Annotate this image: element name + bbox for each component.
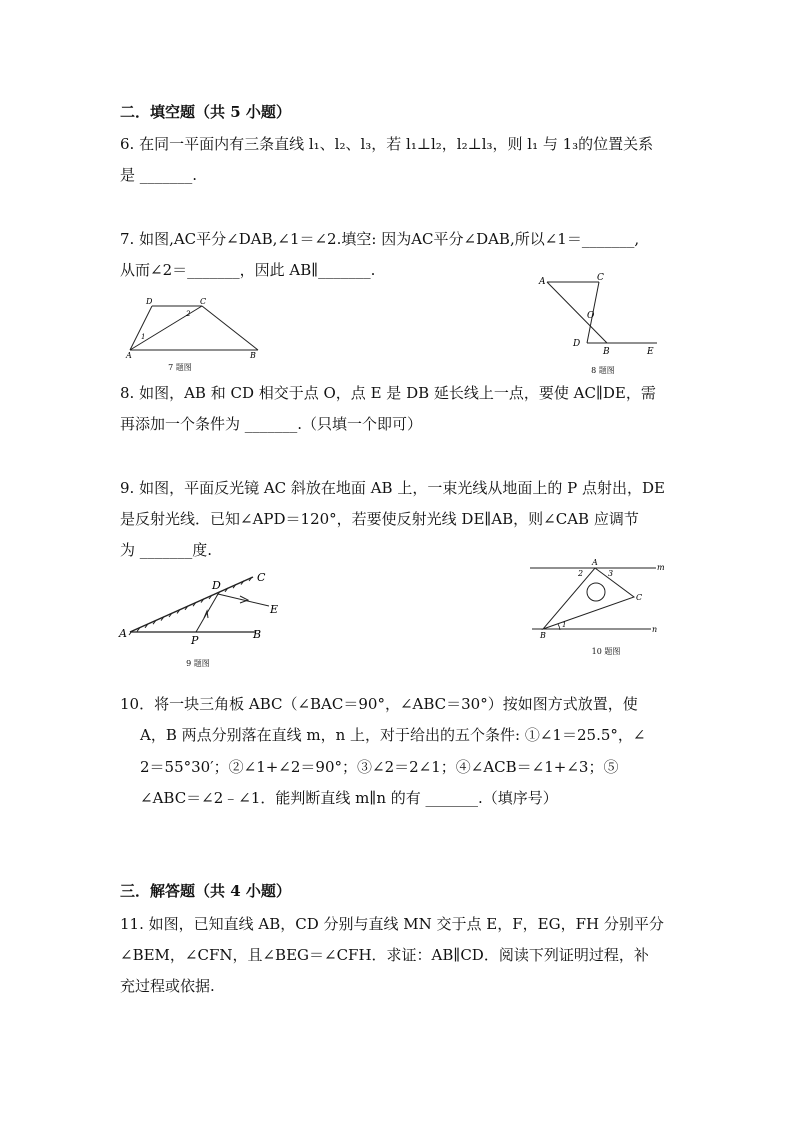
section-title-solutions: 三．解答题（共 4 小题） bbox=[120, 882, 291, 900]
question-10-line-4: ∠ABC＝∠2﹣∠1．能判断直线 m∥n 的有 _______.（填序号） bbox=[140, 789, 558, 807]
fig10-angle-3: 3 bbox=[608, 569, 614, 578]
figure-10 bbox=[528, 556, 678, 662]
fig10-label-m: m bbox=[657, 563, 665, 572]
section-title-fill-in: 二．填空题（共 5 小题） bbox=[120, 103, 291, 121]
question-6-line-2: 是 _______. bbox=[120, 166, 198, 184]
fig7-label-a: A bbox=[126, 351, 132, 360]
question-8-line-1: 8. 如图，AB 和 CD 相交于点 O，点 E 是 DB 延长线上一点，要使 AC∥DE，需 bbox=[120, 384, 656, 402]
fig9-label-e: E bbox=[270, 603, 279, 616]
fig9-label-p: P bbox=[191, 634, 199, 647]
question-9-line-1: 9. 如图，平面反光镜 AC 斜放在地面 AB 上，一束光线从地面上的 P 点射出，DE bbox=[120, 479, 665, 497]
question-11-line-3: 充过程或依据. bbox=[120, 977, 215, 995]
question-7-line-2: 从而∠2＝_______，因此 AB∥_______. bbox=[120, 261, 376, 279]
fig10-angle-2: 2 bbox=[578, 569, 584, 578]
question-9-line-3: 为 _______度. bbox=[120, 541, 213, 559]
fig8-label-d: D bbox=[573, 339, 581, 349]
figure-8 bbox=[533, 270, 673, 375]
question-10-line-2: A，B 两点分别落在直线 m，n 上，对于给出的五个条件: ①∠1＝25.5°，∠ bbox=[140, 726, 646, 744]
fig10-label-a: A bbox=[592, 558, 598, 567]
fig8-label-c: C bbox=[597, 273, 604, 283]
fig9-label-d: D bbox=[212, 579, 221, 592]
fig10-angle-1: 1 bbox=[562, 621, 567, 629]
fig10-label-c: C bbox=[636, 593, 643, 602]
question-10-line-1: 10．将一块三角板 ABC（∠BAC＝90°，∠ABC＝30°）按如图方式放置，使 bbox=[120, 695, 638, 713]
figure-9 bbox=[118, 568, 288, 674]
fig8-label-b: B bbox=[603, 347, 610, 357]
fig8-label-e: E bbox=[647, 347, 654, 357]
fig10-label-b: B bbox=[540, 631, 546, 640]
figure-10-caption: 10 题图 bbox=[591, 647, 621, 656]
fig7-label-d: D bbox=[146, 297, 153, 306]
fig8-label-o: O bbox=[587, 311, 595, 321]
fig8-label-a: A bbox=[539, 277, 546, 287]
fig9-label-b: B bbox=[253, 628, 262, 641]
figure-7 bbox=[120, 292, 270, 372]
fig7-angle-1: 1 bbox=[141, 333, 146, 341]
question-11-line-1: 11. 如图，已知直线 AB，CD 分别与直线 MN 交于点 E，F，EG，FH 分别平分 bbox=[120, 915, 664, 933]
question-8-line-2: 再添加一个条件为 _______.（只填一个即可） bbox=[120, 415, 423, 433]
fig7-label-b: B bbox=[250, 351, 256, 360]
figure-8-caption: 8 题图 bbox=[591, 366, 615, 375]
figure-7-caption: 7 题图 bbox=[168, 363, 192, 372]
fig10-label-n: n bbox=[652, 625, 658, 634]
fig9-label-a: A bbox=[119, 627, 127, 640]
question-7-line-1: 7. 如图,AC平分∠DAB,∠1＝∠2.填空: 因为AC平分∠DAB,所以∠1＝_______, bbox=[120, 230, 640, 248]
figure-9-caption: 9 题图 bbox=[186, 659, 210, 668]
fig7-angle-2: 2 bbox=[186, 310, 191, 318]
question-10-line-3: 2＝55°30′；②∠1+∠2＝90°；③∠2＝2∠1；④∠ACB＝∠1+∠3；⑤ bbox=[140, 758, 619, 776]
fig9-label-c: C bbox=[257, 571, 266, 584]
question-6-line-1: 6. 在同一平面内有三条直线 l₁、l₂、l₃，若 l₁⊥l₂，l₂⊥l₃，则 l₁ 与 1₃的位置关系 bbox=[120, 135, 654, 153]
question-11-line-2: ∠BEM，∠CFN，且∠BEG＝∠CFH．求证：AB∥CD．阅读下列证明过程，补 bbox=[120, 946, 649, 964]
fig7-label-c: C bbox=[200, 297, 207, 306]
question-9-line-2: 是反射光线．已知∠APD＝120°，若要使反射光线 DE∥AB，则∠CAB 应调节 bbox=[120, 510, 639, 528]
